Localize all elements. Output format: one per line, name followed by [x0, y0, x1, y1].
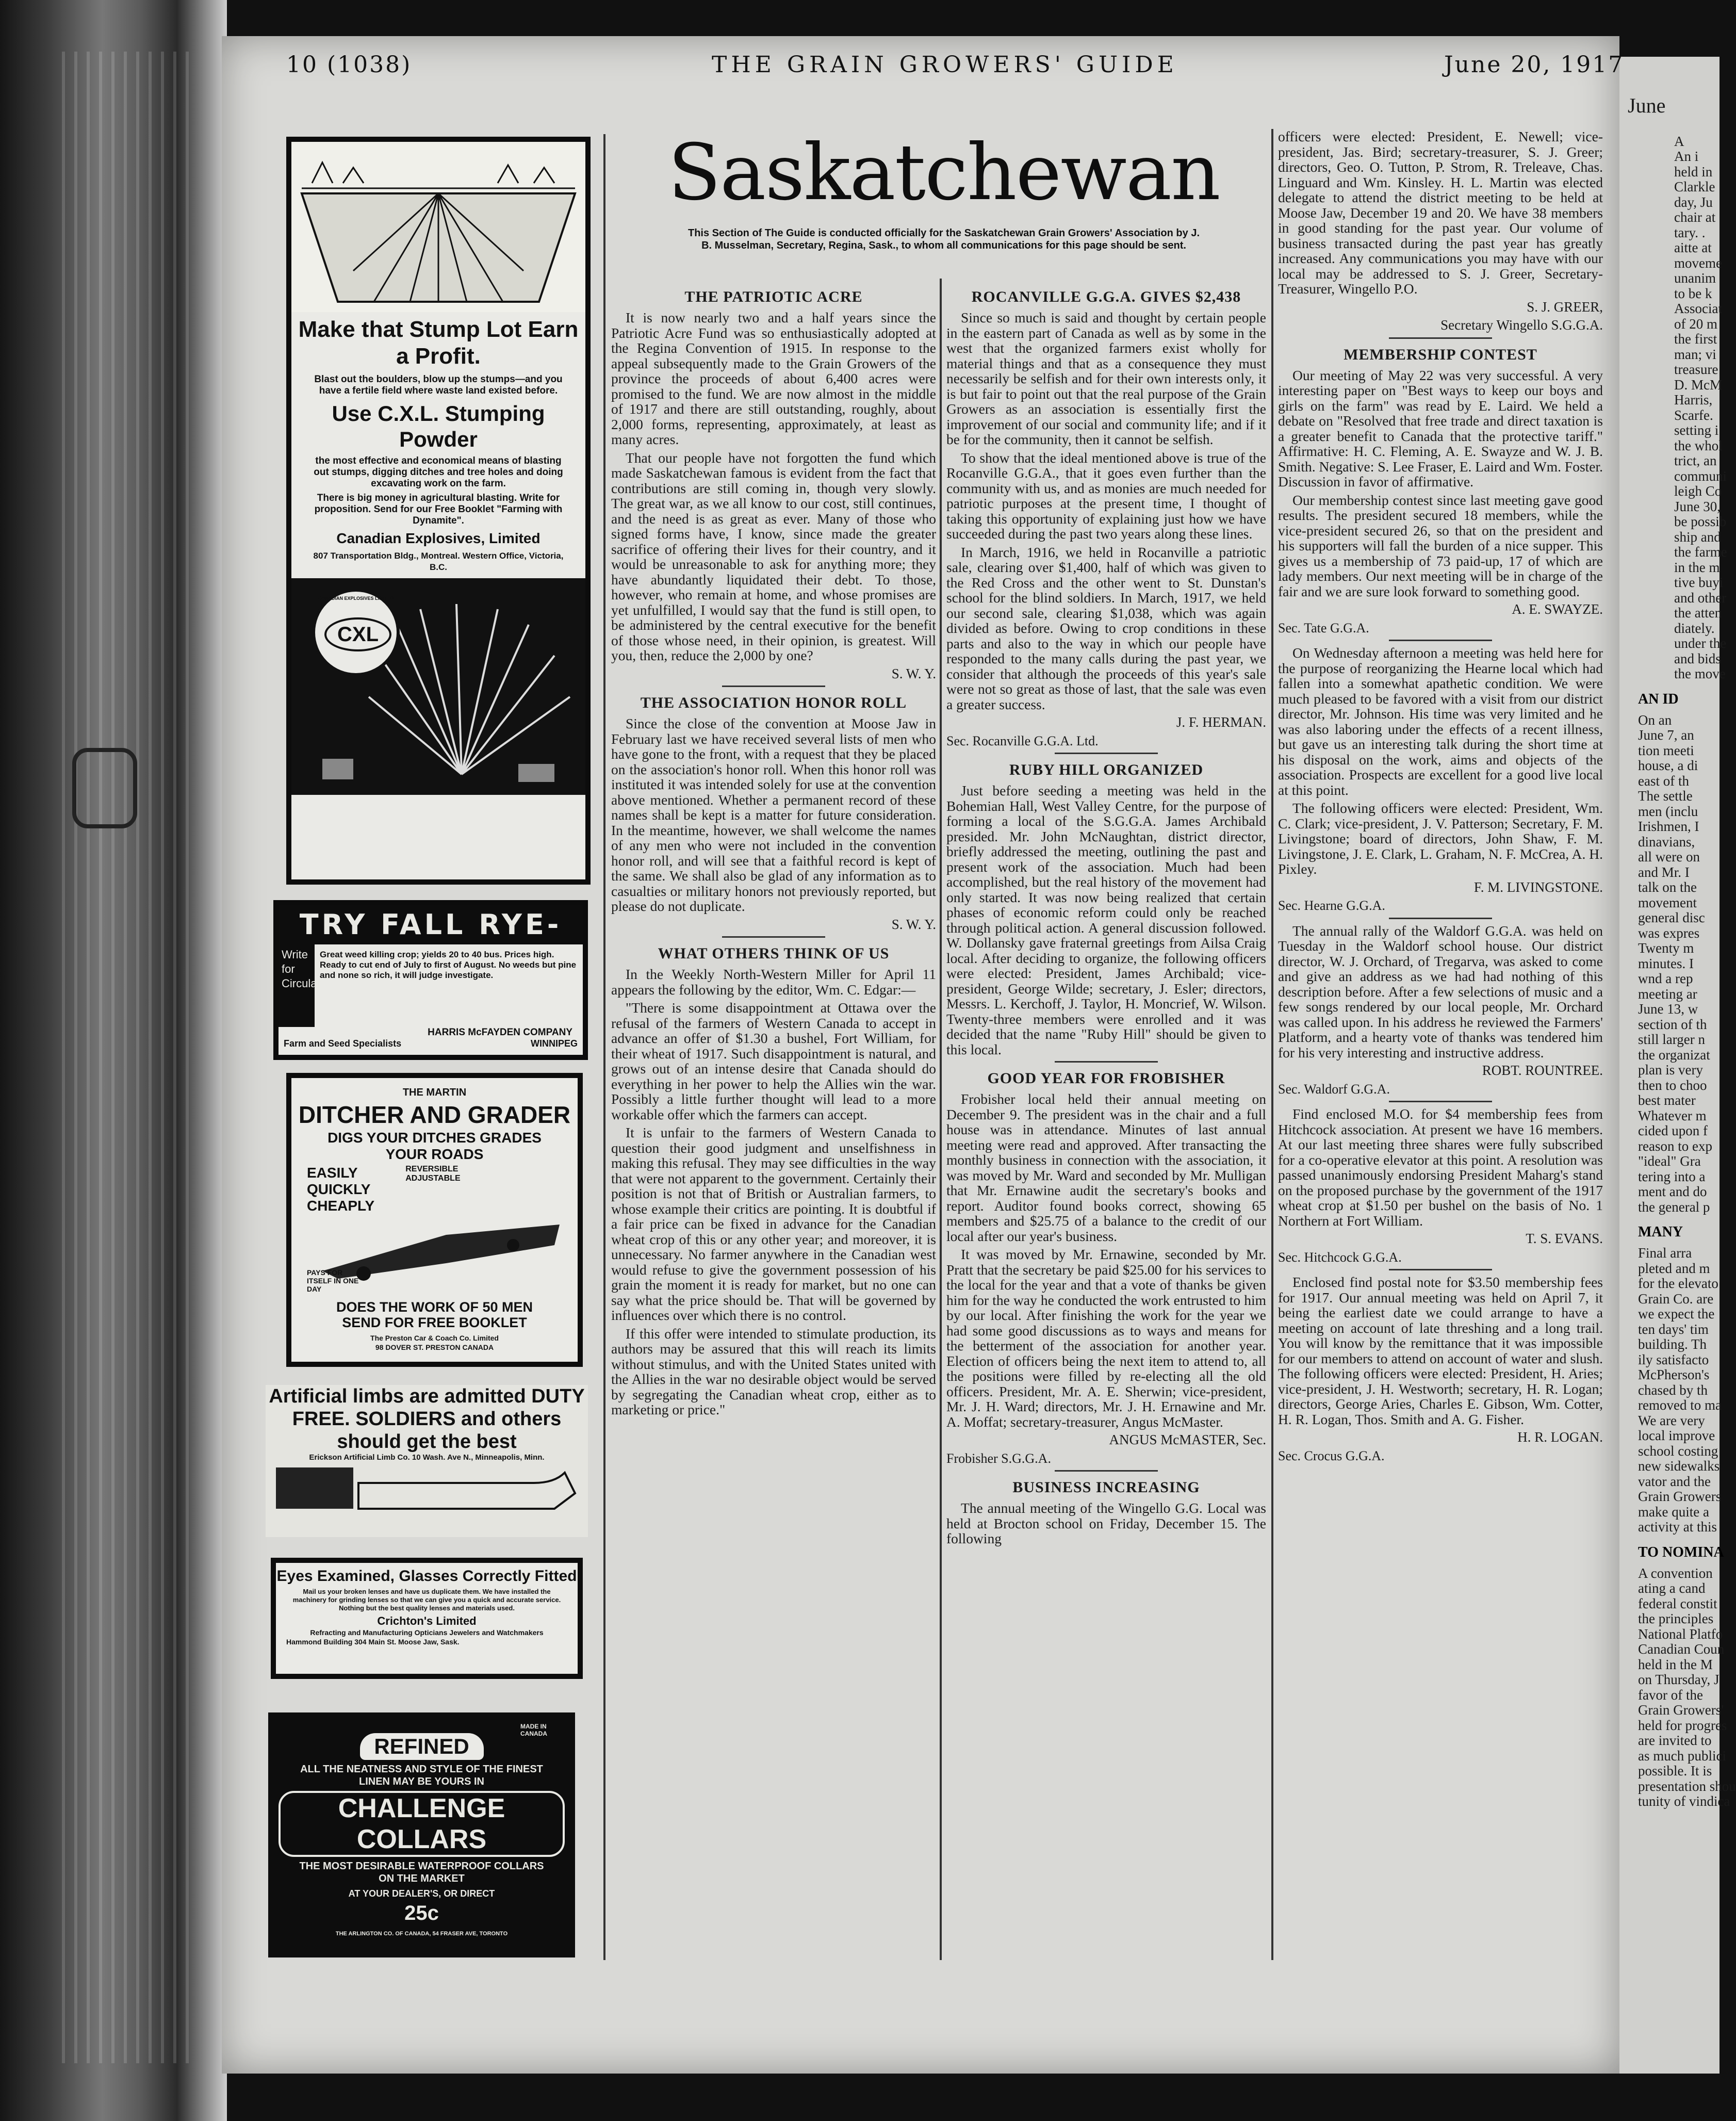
adjacent-page-line: favor of the: [1638, 1687, 1703, 1703]
adjacent-page-line: movement: [1638, 894, 1697, 910]
adjacent-page-line: the organizat: [1638, 1047, 1710, 1063]
cxl-logo: [312, 589, 400, 676]
article-headline: BUSINESS INCREASING: [1012, 1479, 1200, 1496]
adjacent-page-line: general disc: [1638, 910, 1705, 925]
challenge-collars-ad: [268, 1712, 575, 1957]
adjacent-page-heading: TO NOMINA: [1638, 1544, 1724, 1560]
adjacent-page-line: Final arra: [1638, 1245, 1692, 1261]
adjacent-page-line: ily satisfacto: [1638, 1351, 1709, 1367]
adjacent-page-line: activity at this: [1638, 1519, 1717, 1535]
article-paragraph: Frobisher local held their annual meeting on December 9. The president was in the chair and a full house was in attendance. Minutes of last annual meeting were read and approved. After transacting the monthly business in connection with the association, it was moved by Mr. Ward and seconded by Mr. Mulligan that Mr. Ernawine audit the secretary's books and report. Auditor found books correct, showing 65 members and $25.75 of a balance to the credit of our local after our year's business.: [946, 1091, 1266, 1244]
ad-line: ALL THE NEATNESS AND STYLE OF THE FINEST LINEN MAY BE YOURS IN: [300, 1764, 543, 1787]
article-paragraph: The annual meeting of the Wingello G.G. Local was held at Brocton school on Friday, December 15. The following: [946, 1500, 1266, 1546]
adjacent-page-line: An i: [1674, 149, 1699, 164]
adjacent-page-line: held for progres: [1638, 1717, 1727, 1733]
article-divider: [1389, 918, 1492, 919]
adjacent-page-line: Harris,: [1674, 392, 1713, 407]
adjacent-page-line: held in: [1674, 164, 1713, 180]
ad-illustration: [291, 578, 585, 795]
adjacent-page-line: Grain Growers': [1638, 1702, 1724, 1718]
ad-line: THE MOST DESIRABLE WATERPROOF COLLARS ON THE MARKET: [299, 1861, 544, 1884]
adjacent-page-heading: AN ID: [1638, 691, 1679, 707]
ad-city: WINNIPEG: [530, 1038, 578, 1049]
adjacent-page-line: the move: [1674, 666, 1726, 681]
article-headline: GOOD YEAR FOR FROBISHER: [987, 1070, 1225, 1087]
adjacent-page-line: presentation shou: [1638, 1778, 1736, 1794]
adjacent-page-line: section of th: [1638, 1016, 1707, 1032]
ad-refined-label: REFINED: [360, 1733, 484, 1760]
ad-feature: QUICKLY: [307, 1181, 371, 1197]
article-headline: ROCANVILLE G.G.A. GIVES $2,438: [971, 288, 1241, 305]
column-rule: [1271, 129, 1273, 1960]
article-secretary: Sec. Hearne G.G.A.: [1278, 898, 1385, 913]
adjacent-page-line: Scarfe.: [1674, 407, 1713, 423]
adjacent-page-line: and Mr. I: [1638, 864, 1690, 880]
article-divider: [1389, 640, 1492, 641]
adjacent-page-date: June: [1628, 94, 1666, 117]
adjacent-page-line: building. Th: [1638, 1336, 1707, 1352]
adjacent-page-line: meeting ar: [1638, 986, 1697, 1002]
article-divider: [722, 936, 825, 938]
adjacent-page-line: Whatever m: [1638, 1107, 1707, 1123]
ad-body: Blast out the boulders, blow up the stumps—and you have a fertile field where waste land existed before.: [314, 374, 563, 396]
adjacent-page-line: Twenty m: [1638, 940, 1694, 956]
article-divider: [1055, 1061, 1158, 1063]
issue-date: June 20, 1917: [1444, 52, 1625, 78]
ad-company-name: Erickson Artificial Limb Co.: [309, 1453, 410, 1462]
article-signature: T. S. EVANS.: [1526, 1231, 1603, 1246]
adjacent-page-line: Grain Co. are: [1638, 1291, 1714, 1307]
article-divider: [1389, 337, 1492, 339]
ad-body: There is big money in agricultural blasting. Write for proposition. Send for our Free Booklet "Farming with Dynamite".: [314, 493, 563, 526]
publication-name: THE GRAIN GROWERS' GUIDE: [712, 52, 1178, 78]
ad-sub: Refracting and Manufacturing Opticians Jewelers and Watchmakers: [310, 1628, 544, 1637]
article-secretary: Secretary Wingello S.G.G.A.: [1440, 317, 1603, 333]
adjacent-page-line: on Thursday, J: [1638, 1672, 1719, 1687]
ad-badge: REVERSIBLE ADJUSTABLE: [405, 1165, 461, 1183]
adjacent-page-line: under the: [1674, 635, 1727, 651]
article-signature: S. W. Y.: [891, 916, 936, 932]
ad-company: [266, 1453, 588, 1462]
article-divider: [1055, 1470, 1158, 1472]
adjacent-page-line: moveme: [1674, 255, 1722, 271]
ad-price: 25c: [404, 1902, 439, 1924]
adjacent-page-line: the principles: [1638, 1611, 1714, 1626]
ad-headline: Make that Stump Lot Earn a Profit.: [298, 317, 579, 369]
article-signature: ANGUS McMASTER, Sec.: [1109, 1432, 1266, 1447]
ad-body: Mail us your broken lenses and have us duplicate them. We have installed the machinery for grinding lenses so that we can give you a quick and accurate service. Nothing but the best quality lenses and materials used.: [292, 1588, 561, 1612]
adjacent-page-line: in the m: [1674, 559, 1720, 575]
article-paragraph: officers were elected: President, E. Newell; vice-president, Jas. Bird; secretary-treasurer, S. J. Greer; directors, Geo. O. Tutton, P. Strom, R. Treleave, Chas. Linguard and Wm. Kinsley. H. L. Martin was elected delegate to attend the district meeting to be held at Moose Jaw, December 19 and 20. We have 38 members in good standing for the past year. Our volume of business transacted during the past year has greatly increased. Any communications you may have with our local may be addressed to S. J. Greer, Secretary-Treasurer, Wingello P.O.: [1278, 128, 1603, 297]
adjacent-page-line: new sidewalks: [1638, 1458, 1720, 1474]
adjacent-page-line: the general p: [1638, 1199, 1710, 1215]
adjacent-page-line: setting i: [1674, 422, 1719, 438]
ad-product: Use C.X.L. Stumping Powder: [332, 401, 545, 451]
book-binding: [0, 0, 227, 2121]
article-signature: A. E. SWAYZE.: [1512, 601, 1603, 617]
article-paragraph: Since the close of the convention at Moose Jaw in February last we have received several lists of men who have gone to the front, with a request that they be placed on the association's honor roll. When this honor roll was instituted it was intended solely for use at the convention above mentioned. Whether a permanent record of these names shall be kept is a matter for future consideration. In the meantime, however, we shall welcome the names of any men who were not included in the convention honor roll, and will see that a faithful record is kept of the same. We shall also be glad of any information as to casualties or military honors not previously reported, but please do not duplicate.: [611, 715, 936, 914]
ditcher-grader-ad: [286, 1073, 583, 1367]
adjacent-page-line: of 20 m: [1674, 316, 1717, 332]
article-paragraph: On Wednesday afternoon a meeting was held here for the purpose of reorganizing the Hearne local which had fallen into a somewhat apathetic condition. We were much pleased to be favored with a visit from our district director, Mr. Johnson. His time was very limited and he was also laboring under the effects of a recent illness, but gave us an interesting talk during the short time at his disposal on the work, aims and objects of the association. Prospects are excellent for a good live local at this point.: [1278, 645, 1603, 798]
adjacent-page-line: leigh Co: [1674, 483, 1722, 499]
adjacent-page-line: ten days' tim: [1638, 1321, 1709, 1337]
adjacent-page-line: communi: [1674, 468, 1727, 484]
adjacent-page-line: unanim: [1674, 270, 1716, 286]
adjacent-page-lines-d: [1638, 1565, 1736, 1809]
adjacent-page-line: Irishmen, I: [1638, 819, 1699, 834]
adjacent-page-line: held in the M: [1638, 1656, 1713, 1672]
ad-address: Hammond Building 304 Main St. Moose Jaw, Sask.: [286, 1638, 460, 1646]
adjacent-page-heading: MANY: [1638, 1224, 1683, 1240]
adjacent-page-line: aitte at: [1674, 240, 1712, 255]
adjacent-page-line: tary. .: [1674, 224, 1706, 240]
ad-note: PAYS FOR ITSELF IN ONE DAY: [307, 1268, 359, 1293]
article-signature: F. M. LIVINGSTONE.: [1473, 879, 1603, 895]
article-paragraph: It is unfair to the farmers of Western Canada to question their good judgment and unselfishness in making this refusal. They may see difficulties in the way that were not apparent to the government. Certainly their position is not that of British or Australian farmers, to whose example their critics are pointing. It is doubtful if a fair price can be fixed in advance for the Canadian wheat crop of this or any other year; and moreover, it is unnecessary. No farmer anywhere in the Canadian west would refuse to give the government possession of his grain the moment it is ready for market, but no one can say what the price should be. That will be governed by influences over which there is no control.: [611, 1124, 936, 1323]
section-subtitle: This Section of The Guide is conducted officially for the Saskatchewan Grain Growers' Association by J. B. Musselman, Secretary, Regina, Sask., to whom all communications for this page should be sent.: [687, 227, 1200, 251]
adjacent-page-line: The settle: [1638, 788, 1693, 804]
article-headline: RUBY HILL ORGANIZED: [1009, 761, 1204, 778]
adjacent-page-line: the atten: [1674, 605, 1722, 621]
adjacent-page-line: day, Ju: [1674, 194, 1713, 210]
article-secretary: Sec. Tate G.G.A.: [1278, 620, 1369, 635]
ad-footer: [279, 1038, 583, 1049]
adjacent-page-line: local improve: [1638, 1428, 1715, 1443]
adjacent-page-line: Canadian Coun: [1638, 1641, 1725, 1657]
adjacent-page-line: man; vi: [1674, 346, 1716, 362]
article-paragraph: To show that the ideal mentioned above is true of the Rocanville G.G.A., that it goes even further than the community with us, and as monies are much needed for patriotic purposes at the present time, I thought of taking this opportunity of explaining just how we have succeeded during the past two years along these lines.: [946, 449, 1266, 542]
ad-feature: CHEAPLY: [307, 1198, 375, 1214]
adjacent-page-line: all were on: [1638, 849, 1700, 864]
adjacent-page-line: McPherson's: [1638, 1367, 1710, 1382]
adjacent-page-line: for the elevato: [1638, 1276, 1718, 1291]
ad-line: SEND FOR FREE BOOKLET: [342, 1315, 527, 1330]
adjacent-page-line: and bids: [1674, 650, 1721, 666]
ad-made-in: MADE IN CANADA: [520, 1723, 547, 1737]
adjacent-page-line: are invited to: [1638, 1733, 1712, 1748]
artificial-leg-illustration: [266, 1462, 585, 1519]
article-secretary: Sec. Crocus G.G.A.: [1278, 1448, 1385, 1463]
ad-brand: CHALLENGE COLLARS: [279, 1791, 565, 1857]
article-divider: [1389, 1269, 1492, 1270]
article-headline: THE ASSOCIATION HONOR ROLL: [640, 694, 907, 711]
ad-headline: TRY FALL RYE-: [279, 905, 583, 944]
adjacent-page-line: Clarkle: [1674, 179, 1715, 194]
adjacent-page-line: minutes. I: [1638, 955, 1694, 971]
adjacent-page-line: make quite a: [1638, 1504, 1709, 1520]
adjacent-page-line: "ideal" Gra: [1638, 1153, 1701, 1169]
adjacent-page-lines-a: [1674, 133, 1727, 682]
adjacent-page-line: vator and the: [1638, 1473, 1711, 1489]
adjacent-page-line: A: [1674, 133, 1684, 149]
ad-company: Canadian Explosives, Limited: [336, 530, 541, 546]
article-paragraph: It was moved by Mr. Ernawine, seconded by Mr. Pratt that the secretary be paid $25.00 for his services to the local for the year and that a vote of thanks be given him for the way he conducted the work entrusted to him by our local. After finishing the work for the year we had some good discussions as to ways and means for the betterment of the association for another year. Election of officers being the next item to attend to, all the positions were filled by re-electing all the old officers. President, Mr. A. E. Sherwin; vice-president, Mr. J. H. Ward; directors, Mr. J. H. Ernawine and Mr. A. Moffat; secretary-treasurer, Angus McMaster.: [946, 1246, 1266, 1430]
stumping-powder-ad: [286, 137, 591, 885]
article-paragraph: If this offer were intended to stimulate production, its authors may be assured that this will reach its limits without stimulus, and with the United States united with the Allies in the war no desirable object would be served by segregating the Canadian wheat crop, either as to marketing or price.": [611, 1325, 936, 1417]
adjacent-page-line: we expect the: [1638, 1306, 1715, 1321]
adjacent-page-line: removed to ma: [1638, 1397, 1722, 1413]
adjacent-page-line: pleted and m: [1638, 1260, 1710, 1276]
adjacent-page-lines-b: [1638, 713, 1719, 1215]
article-paragraph: That our people have not forgotten the fund which made Saskatchewan famous is evident from the fact that contributions are still coming in, though very slowly. The great war, as we all know to our cost, still continues, and the need is as great as ever. Many of those who signed forms have, I know, since made the greater sacrifice of offering their lives for their country, and it would be unreasonable to ask for anything more; they have abundantly liquidated their debt. To those, however, who remain at home, and whose promises are yet unfulfilled, I would say that the fund is still open, to be administered by the central executive for the benefit of those whose need, in their opinion, is greatest. Will you, then, reduce the 2,000 by one?: [611, 449, 936, 663]
ad-line: AT YOUR DEALER'S, OR DIRECT: [348, 1888, 495, 1899]
adjacent-page-line: On an: [1638, 712, 1672, 728]
article-paragraph: Enclosed find postal note for $3.50 membership fees for 1917. Our annual meeting was held on April 7, it being the earliest date we could arrange to have a meeting on account of late threshing and a long trail. You will know by the remittance that it was impossible for our members to attend on account of water and slush. The following officers were elected: President, H. Aries; vice-president, J. H. Westworth; secretary, H. R. Logan; directors, George Aries, Charles E. Gibson, Wm. Cotter, H. R. Logan, Thos. Smith and A. G. Fisher.: [1278, 1274, 1603, 1427]
ad-side-label: Write for Circular: [279, 944, 315, 1027]
adjacent-page-line: June 30,: [1674, 498, 1721, 514]
cxl-logo-text: CXL: [324, 617, 391, 651]
ad-body: the most effective and economical means of blasting out stumps, digging ditches and tree holes and doing excavating work on the farm.: [314, 455, 563, 489]
adjacent-page-line: wnd a rep: [1638, 971, 1693, 986]
eye-examination-ad: [271, 1558, 583, 1679]
section-title: Saskatchewan: [668, 128, 1220, 218]
article-paragraph: Our meeting of May 22 was very successful. A very interesting paper on "Best ways to keep our boys and girls on the farm" was read by E. Laird. We held a debate on "Resolved that free trade and direct taxation is a greater benefit to Canada that the protective tariff." Affirmative: H. C. Fleming, A. E. Swayze and W. J. B. Smith. Negative: S. Lee Fraser, E. Laird and Wm. Foster. Discussion in favor of affirmative.: [1278, 367, 1603, 490]
article-divider: [722, 686, 825, 687]
ad-line: DOES THE WORK OF 50 MEN: [336, 1299, 533, 1315]
ad-feature-list: [291, 1165, 374, 1214]
ad-address: 807 Transportation Bldg., Montreal. Western Office, Victoria, B.C.: [313, 551, 564, 572]
article-paragraph: "There is some disappointment at Ottawa over the refusal of the farmers of Western Canada to accept in advance an offer of $1.30 a bushel, Fort William, for their wheat of 1917. Such disappointment is natural, and grows out of an intense desire that Canada should do everything in her power to help the Allies win the war. Possibly a little further thought will lead to a more workable offer which the farmers can accept.: [611, 1000, 936, 1122]
adjacent-page-line: possible. It is: [1638, 1763, 1712, 1779]
adjacent-page-line: diately.: [1674, 620, 1715, 636]
ad-company: HARRIS McFAYDEN COMPANY: [428, 1027, 572, 1038]
adjacent-page-line: treasure: [1674, 362, 1718, 377]
ad-top: THE MARTIN: [402, 1087, 467, 1098]
adjacent-page-line: house, a di: [1638, 758, 1698, 773]
adjacent-page: [1614, 57, 1736, 2074]
text-column-1: [611, 281, 936, 1421]
article-signature: J. F. HERMAN.: [1176, 714, 1266, 730]
cxl-logo-ring-text: CANADIAN EXPLOSIVES LIMITED: [318, 596, 394, 601]
text-column-2: [946, 281, 1266, 1549]
article-divider: [1055, 753, 1158, 754]
article-signature: S. J. GREER,: [1527, 299, 1603, 315]
adjacent-page-line: tering into a: [1638, 1168, 1706, 1184]
adjacent-page-line: Grain Growers: [1638, 1489, 1722, 1504]
article-secretary: Sec. Waldorf G.G.A.: [1278, 1081, 1390, 1097]
artificial-limbs-ad: [266, 1385, 588, 1537]
ad-company: The Preston Car & Coach Co. Limited: [370, 1334, 499, 1342]
adjacent-page-line: tive buyi: [1674, 575, 1724, 590]
adjacent-page-line: June 7, an: [1638, 727, 1694, 743]
adjacent-page-line: school costing: [1638, 1443, 1718, 1459]
adjacent-page-line: tunity of vindica: [1638, 1793, 1730, 1809]
ad-address: 98 DOVER ST. PRESTON CANADA: [375, 1343, 494, 1351]
article-headline: MEMBERSHIP CONTEST: [1344, 346, 1537, 363]
binding-clip: [72, 748, 137, 828]
ad-address: 10 Wash. Ave N., Minneapolis, Minn.: [412, 1453, 545, 1462]
article-paragraph: Our membership contest since last meeting gave good results. The president secured 18 members, while the vice-president secured 26, so that on the president and his supporters will fall the burden of a nice supper. This gives us a membership of 73 paid-up, 17 of which are lady members. Our next meeting will be in charge of the fair and we are sure look forward to something good.: [1278, 492, 1603, 599]
field-illustration: [291, 142, 585, 312]
ad-footer: THE ARLINGTON CO. OF CANADA, 54 FRASER AVE, TORONTO: [335, 1931, 508, 1937]
article-secretary: Sec. Rocanville G.G.A. Ltd.: [946, 733, 1099, 748]
article-paragraph: Find enclosed M.O. for $4 membership fees from Hitchcock association. At present we have 16 members. At our last meeting three shares were fully subscribed for a co-operative elevator at this point. A resolution was passed unanimously endorsing President Maharg's stand on the proposed purchase by the government of the 1917 wheat crop at $1.50 per bushel on the basis of No. 1 Northern at Fort William.: [1278, 1106, 1603, 1229]
adjacent-page-line: dinavians,: [1638, 834, 1695, 850]
adjacent-page-line: cided upon f: [1638, 1123, 1708, 1138]
adjacent-page-line: the farme: [1674, 544, 1727, 560]
adjacent-page-line: plan is very: [1638, 1062, 1703, 1078]
ad-company: Crichton's Limited: [377, 1614, 477, 1627]
article-paragraph: It is now nearly two and a half years since the Patriotic Acre Fund was so enthusiastically adopted at the Regina Convention of 1915. In response to the appeal subsequently made to the Grain Growers of the province the proceeds of about 6,400 acres were promised to the fund. We are now almost in the middle of 1917 and there are still outstanding, roughly, about 2,000 forms, representing, approximately, at least as many acres.: [611, 309, 936, 447]
adjacent-page-line: federal constit: [1638, 1595, 1717, 1611]
adjacent-page-line: chased by th: [1638, 1382, 1708, 1398]
binding-page-edges: [62, 52, 196, 2063]
adjacent-page-line: ship and: [1674, 529, 1721, 545]
text-column-3: [1278, 129, 1603, 1466]
ad-body: Great weed killing crop; yields 20 to 40 bus. Prices high. Ready to cut end of July to first of August. No weeds but pine and none so rich, it will judge investigate.: [320, 950, 577, 980]
adjacent-page-line: as much publici: [1638, 1748, 1726, 1764]
adjacent-page-line: the whol: [1674, 437, 1723, 453]
adjacent-page-line: be possib: [1674, 514, 1727, 529]
fall-rye-ad: [273, 900, 588, 1060]
adjacent-page-line: best mater: [1638, 1092, 1696, 1108]
ad-headline: Eyes Examined, Glasses Correctly Fitted: [276, 1568, 577, 1585]
article-paragraph: Since so much is said and thought by certain people in the eastern part of Canada as well as by some in the west that the organized farmers exist wholly for material things and that as a consequence they must necessarily be selfish and for their own interests only, it is but fair to point out that the real purpose of the Grain Growers as an association is essentially first the improvement of our social and community life; and if it be for the community, then it cannot be selfish.: [946, 309, 1266, 447]
adjacent-page-line: the first: [1674, 331, 1717, 347]
adjacent-page-lines-c: [1638, 1245, 1722, 1535]
ad-tagline: Farm and Seed Specialists: [284, 1038, 402, 1049]
article-paragraph: Just before seeding a meeting was held in the Bohemian Hall, West Valley Centre, for the purpose of forming a local of the S.G.G.A. James Archibald presided. Mr. John McNaughtan, district director, briefly addressed the meeting, outlining the past and present work of the association. Much had been accomplished, but the real history of the movement had only started. It was now being realized that certain phases of economic reform could only be reached through political action. A general discussion followed. W. Dollansky gave fraternal greetings from Ailsa Craig local. After deciding to organize, the following officers were elected: President, James Archibald; vice-president, George Wilde; secretary, J. Esler; directors, Messrs. L. Kerchoff, J. Taylor, H. Moncrief, W. Wilson. Twenty-three members were enrolled and it was decided that the name "Ruby Hill" should be given to this local.: [946, 782, 1266, 1057]
article-paragraph: The annual rally of the Waldorf G.G.A. was held on Tuesday in the Waldorf school house. Our district director, W. J. Orchard, of Tregarva, was asked to come and give an address as we had had nothing of this description before. After a few selections of music and a few songs rendered by our local people, Mr. Orchard was called upon. In his address he reviewed the Farmers' Platform, and a hearty vote of thanks was tendered him for his very interesting and instructive address.: [1278, 922, 1603, 1060]
article-signature: ROBT. ROUNTREE.: [1482, 1063, 1603, 1078]
adjacent-page-line: Associat: [1674, 301, 1722, 316]
adjacent-page-line: east of th: [1638, 773, 1689, 789]
article-secretary: Sec. Hitchcock G.G.A.: [1278, 1249, 1402, 1265]
adjacent-page-line: reason to exp: [1638, 1138, 1712, 1154]
adjacent-page-line: to be k: [1674, 285, 1712, 301]
adjacent-page-line: then to choo: [1638, 1077, 1707, 1093]
adjacent-page-line: trict, an: [1674, 453, 1717, 468]
article-divider: [1389, 1101, 1492, 1102]
adjacent-page-line: talk on the: [1638, 879, 1697, 895]
article-paragraph: In March, 1916, we held in Rocanville a patriotic sale, clearing over $1,400, half of which was given to the Red Cross and the other went to St. Dunstan's school for the blind soldiers. In March, 1917, we held our second sale, clearing $1,038, which was again divided as before. Owing to crop conditions in these parts and also to the way in which our people have responded to the many calls during the past year, we consider that although the proceeds of this year's sale were not so great as those of last, that the sale was even a greater success.: [946, 544, 1266, 712]
adjacent-page-line: tion meeti: [1638, 742, 1694, 758]
adjacent-page-line: was expres: [1638, 925, 1700, 941]
column-rule: [940, 279, 942, 1960]
page-number: 10 (1038): [286, 52, 412, 78]
adjacent-page-line: still larger n: [1638, 1032, 1705, 1047]
adjacent-page-line: D. McM: [1674, 377, 1722, 393]
ad-headline: Artificial limbs are admitted DUTY FREE. SOLDIERS and others should get the best: [269, 1385, 585, 1453]
ad-feature: EASILY: [307, 1165, 358, 1181]
article-headline: WHAT OTHERS THINK OF US: [658, 945, 890, 962]
column-rule: [603, 134, 605, 1960]
adjacent-page-line: ment and do: [1638, 1184, 1707, 1199]
ad-headline: DITCHER AND GRADER: [298, 1101, 571, 1128]
adjacent-page-line: ating a cand: [1638, 1580, 1706, 1596]
adjacent-page-line: and other: [1674, 590, 1727, 606]
adjacent-page-line: men (inclu: [1638, 803, 1698, 819]
adjacent-page-line: chair at: [1674, 209, 1716, 225]
adjacent-page-line: We are very: [1638, 1412, 1705, 1428]
adjacent-page-line: A convention: [1638, 1565, 1713, 1581]
article-paragraph: In the Weekly North-Western Miller for April 11 appears the following by the editor, Wm. C. Edgar:—: [611, 966, 936, 998]
article-headline: THE PATRIOTIC ACRE: [684, 288, 863, 305]
article-secretary: Frobisher S.G.G.A.: [946, 1450, 1051, 1466]
article-signature: H. R. LOGAN.: [1517, 1429, 1603, 1445]
article-paragraph: The following officers were elected: President, Wm. C. Clark; vice-president, J. V. Patterson; Secretary, F. M. Livingstone; board of directors, John Shaw, F. M. Livingstone, J. E. Clark, L. Graham, N. F. McCrea, A. H. Pixley.: [1278, 800, 1603, 877]
article-signature: S. W. Y.: [891, 665, 936, 681]
adjacent-page-line: National Platfo: [1638, 1626, 1723, 1642]
ad-subheadline: DIGS YOUR DITCHES GRADES YOUR ROADS: [327, 1130, 542, 1162]
adjacent-page-line: June 13, w: [1638, 1001, 1698, 1017]
